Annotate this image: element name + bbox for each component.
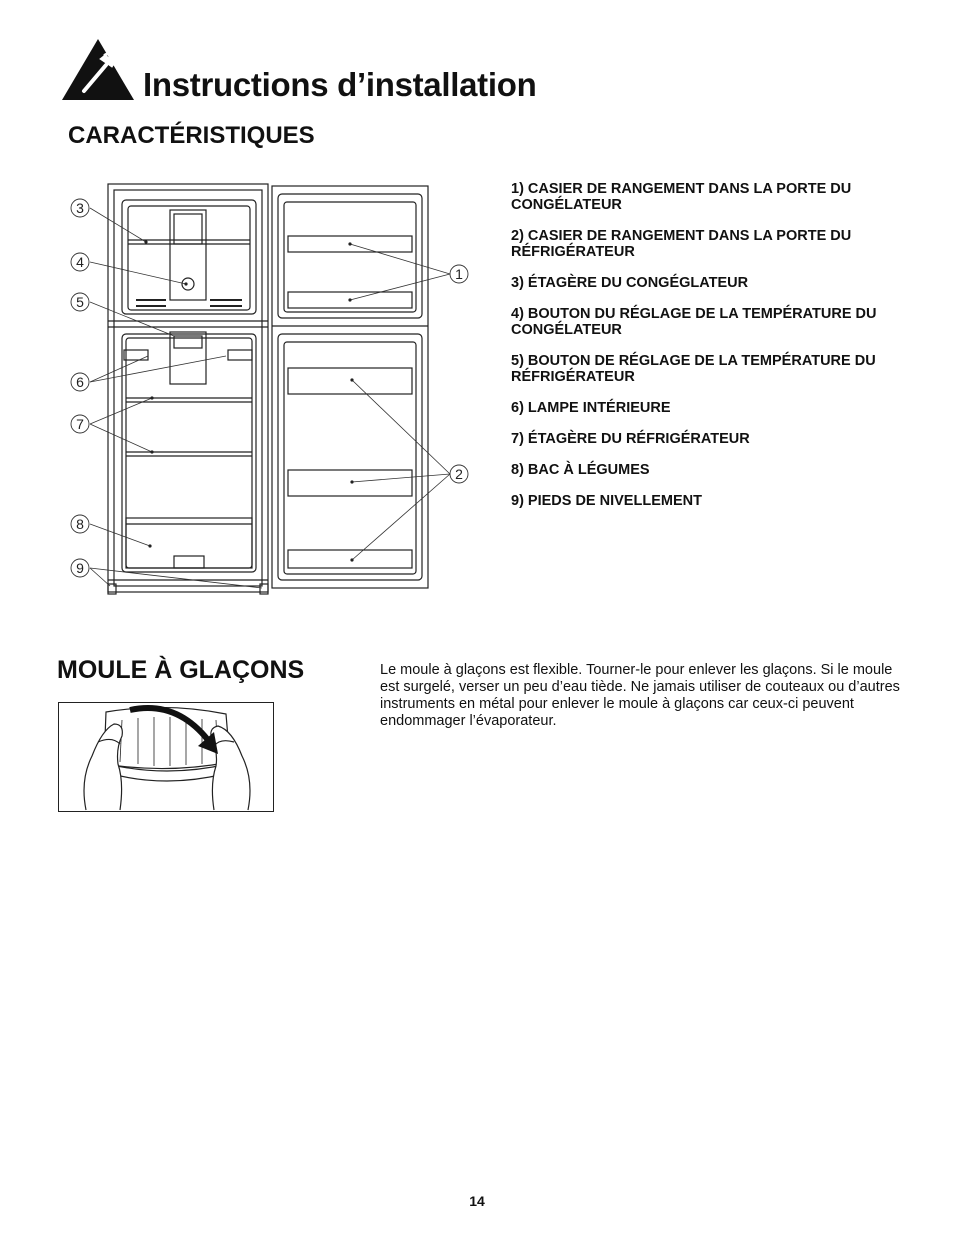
list-item: 5) BOUTON DE RÉGLAGE DE LA TEMPÉRATURE DU RÉFRIGÉRATEUR [511, 353, 876, 385]
callout-1: 1 [455, 266, 463, 282]
callout-8: 8 [76, 516, 84, 532]
features-heading: CARACTÉRISTIQUES [68, 122, 315, 149]
list-item: 3) ÉTAGÈRE DU CONGÉGLATEUR [511, 275, 749, 291]
features-list [511, 181, 921, 509]
callout-2: 2 [455, 466, 463, 482]
callout-3: 3 [76, 200, 84, 216]
callout-4: 4 [76, 254, 84, 270]
ice-tray-illustration [58, 702, 274, 812]
hammer-warning-icon [60, 37, 136, 103]
list-item: 8) BAC À LÉGUMES [511, 462, 650, 478]
callout-9: 9 [76, 560, 84, 576]
list-item: 2) CASIER DE RANGEMENT DANS LA PORTE DU RÉFRIGÉRATEUR [511, 228, 852, 260]
ice-tray-heading: MOULE À GLAÇONS [57, 656, 305, 684]
page-number: 14 [469, 1193, 485, 1209]
list-item: 7) ÉTAGÈRE DU RÉFRIGÉRATEUR [511, 431, 750, 447]
ice-tray-instructions: Le moule à glaçons est flexible. Tourner-le pour enlever les glaçons. Si le moule est surgelé, verser un peu d’eau tiède. Ne jamais utiliser de couteaux ou d’autres instruments en métal pour enlever le moule à glaçons car ceux-ci peuvent endommager l’évaporateur. [380, 662, 900, 729]
callout-6: 6 [76, 374, 84, 390]
list-item: 1) CASIER DE RANGEMENT DANS LA PORTE DU CONGÉLATEUR [511, 181, 852, 213]
callout-7: 7 [76, 416, 84, 432]
callout-5: 5 [76, 294, 84, 310]
refrigerator-diagram [66, 176, 476, 606]
list-item: 9) PIEDS DE NIVELLEMENT [511, 493, 702, 509]
list-item: 6) LAMPE INTÉRIEURE [511, 400, 671, 416]
list-item: 4) BOUTON DU RÉGLAGE DE LA TEMPÉRATURE DU CONGÉLATEUR [511, 306, 877, 338]
page-title: Instructions d’installation [143, 66, 537, 103]
